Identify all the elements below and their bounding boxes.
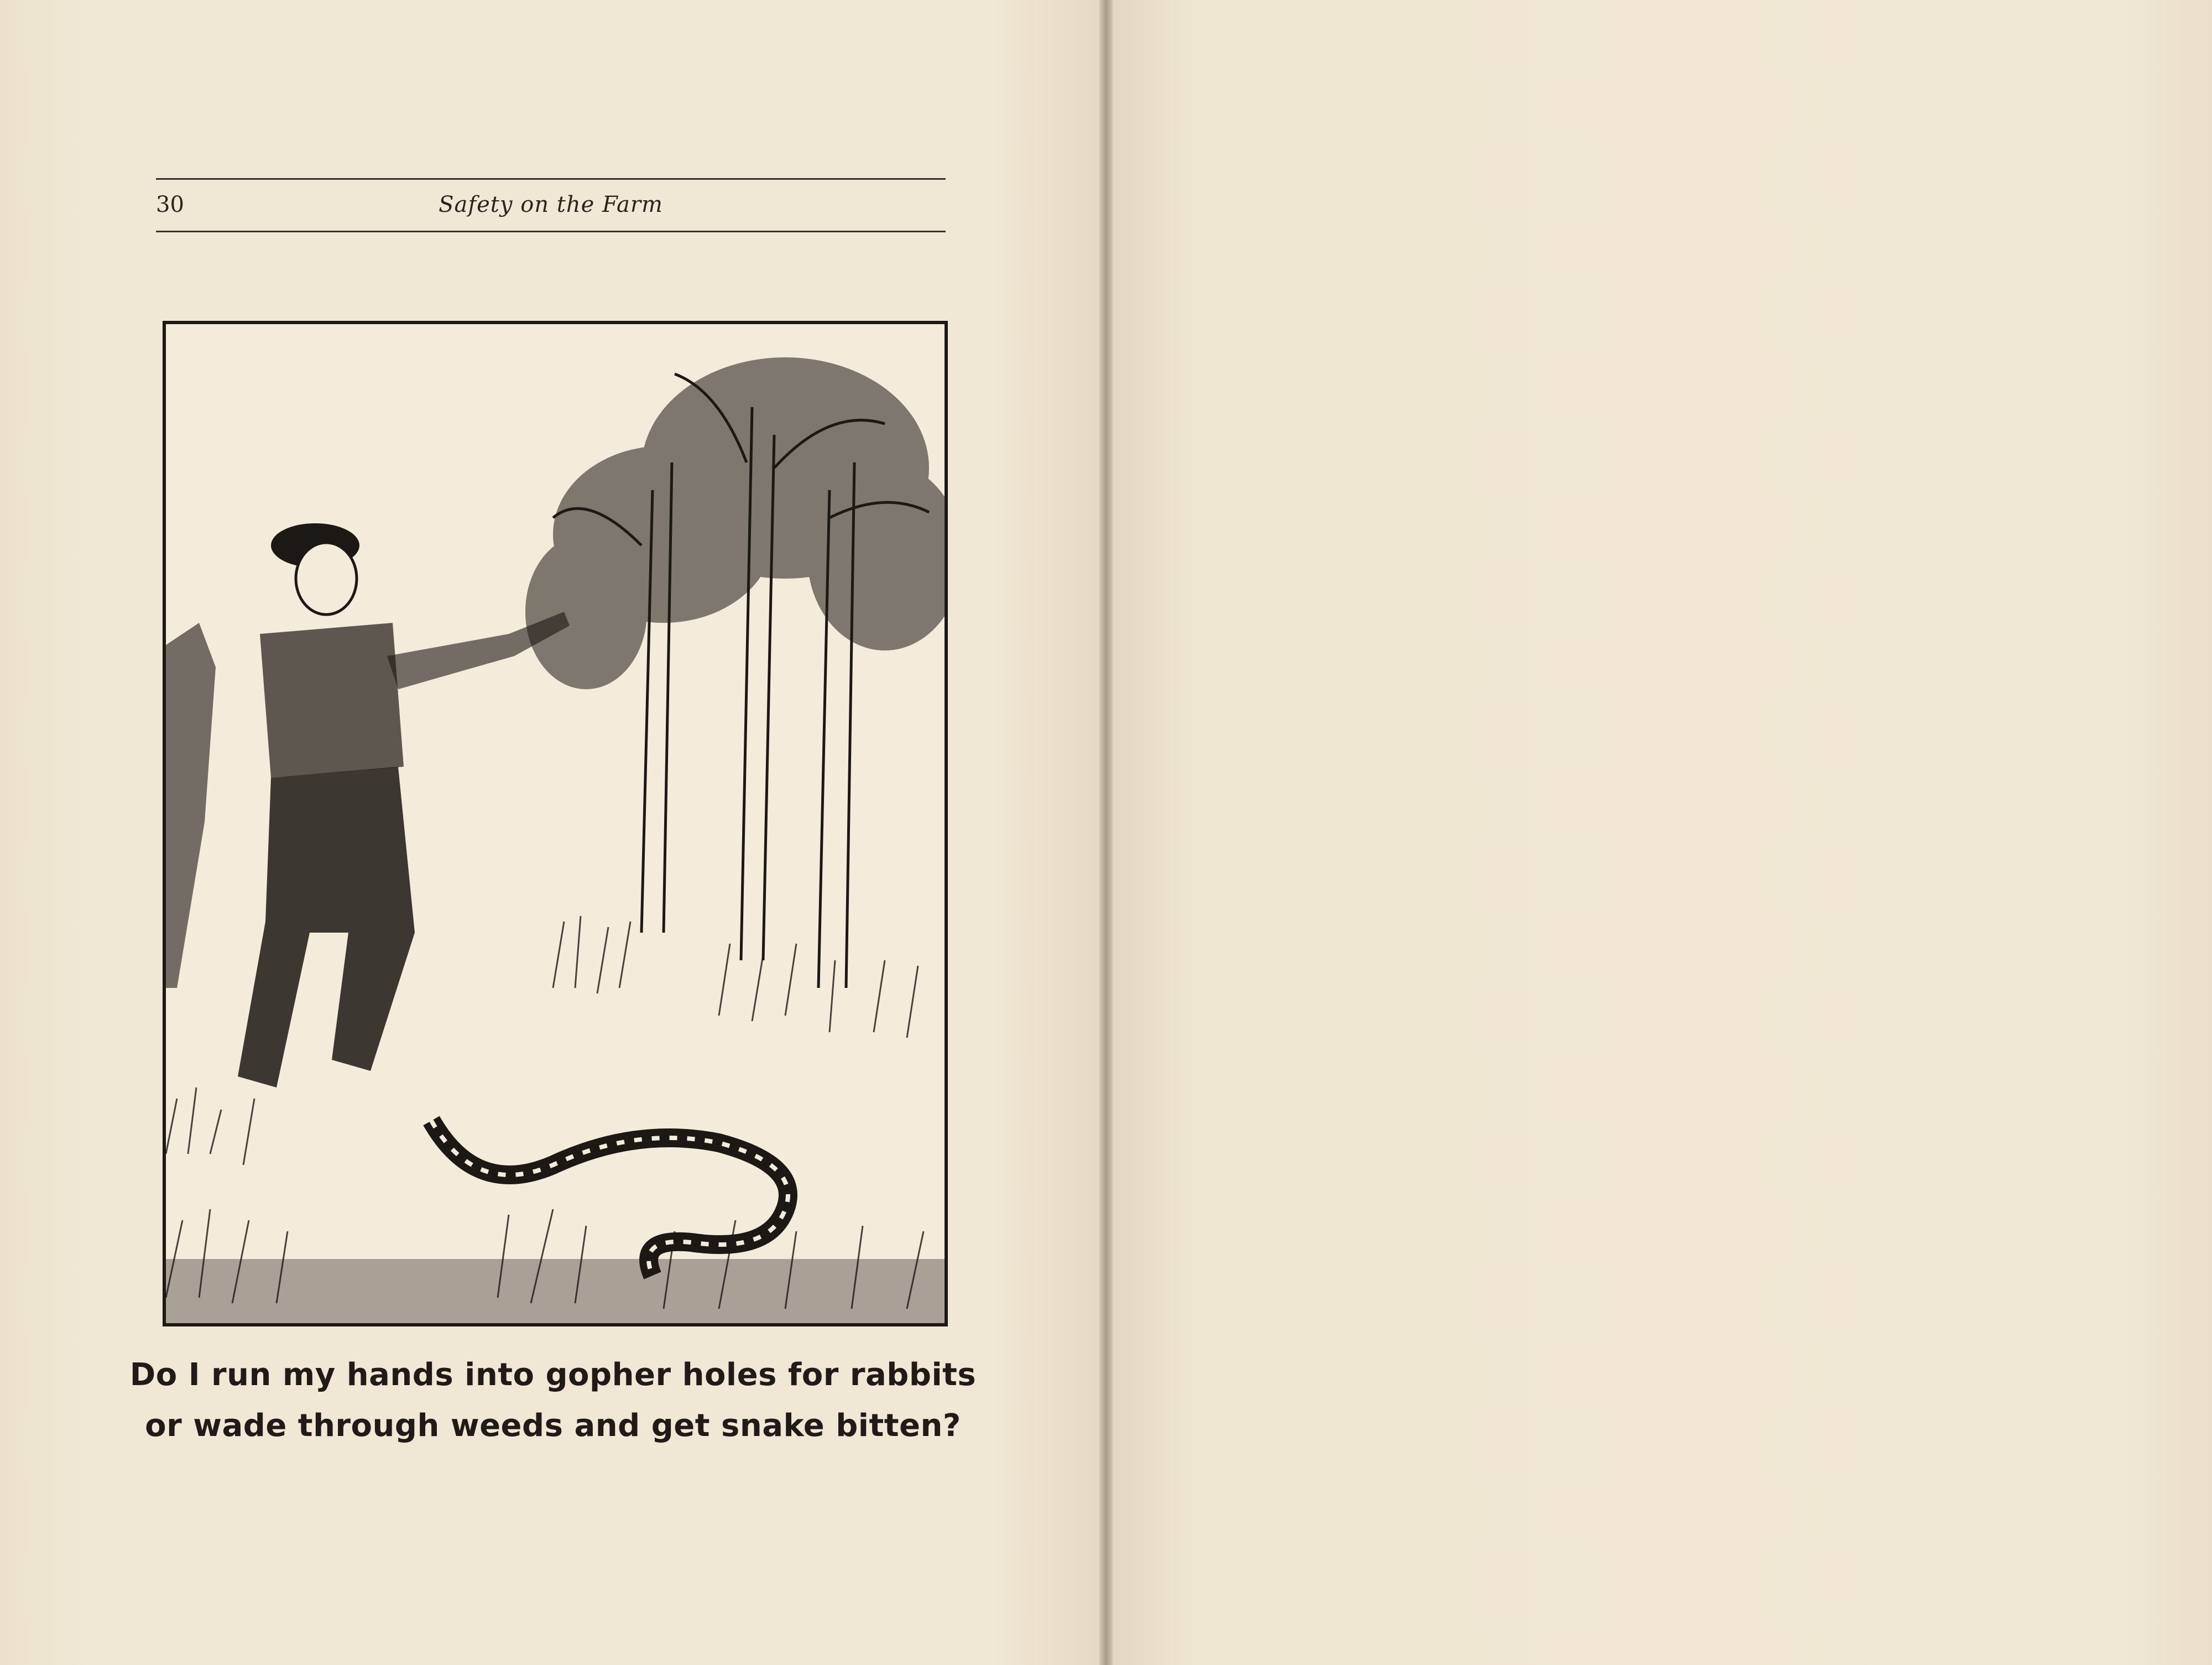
snake-illustration xyxy=(163,321,948,1326)
right-page xyxy=(1106,0,2212,1665)
left-caption xyxy=(127,1350,979,1451)
boy-and-snake-drawing xyxy=(166,324,945,1323)
caption-line: Do I run my hands into gopher holes for rabbits xyxy=(129,1357,977,1393)
caption-line: or wade through weeds and get snake bitten? xyxy=(145,1408,961,1444)
book-gutter xyxy=(1099,0,1113,1665)
left-page-header xyxy=(156,178,946,232)
running-title: Safety on the Farm xyxy=(439,192,663,217)
page-number: 30 xyxy=(156,192,184,217)
